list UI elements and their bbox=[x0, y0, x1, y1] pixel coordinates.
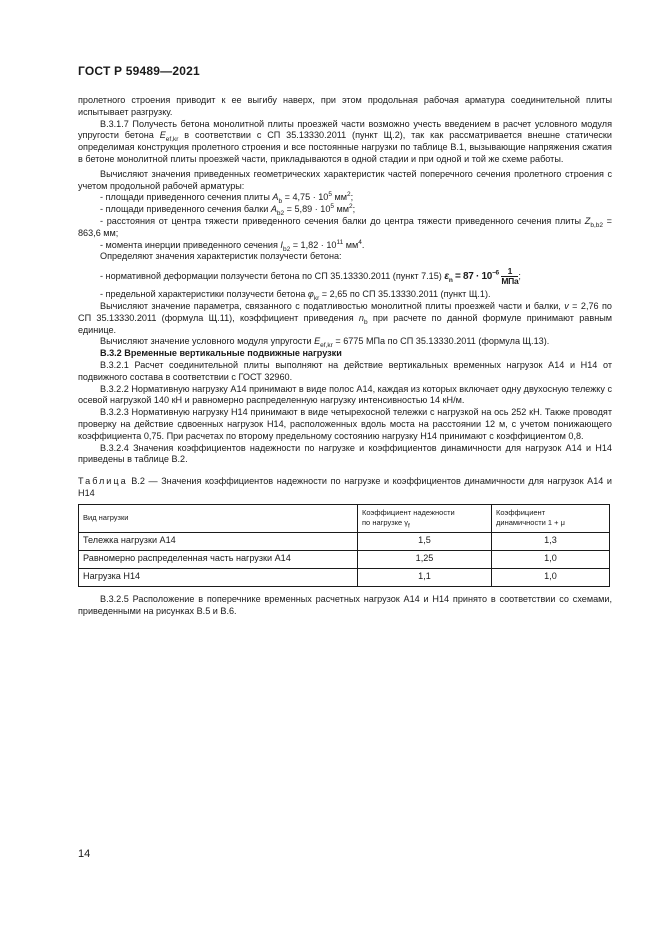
paragraph-b3-2-2: В.3.2.2 Нормативную нагрузку А14 принимают в виде полос А14, каждая из которых включает одну двухосную тележку с осевой нагрузкой 140 кН и равномерно распределенную нагрузку интенсивностью 14 кН/м. bbox=[78, 383, 612, 406]
creep-formula: $\varepsilon_n = 87 \cdot 10^{-6}$ $\frac{1}{\text{МПа}}$ bbox=[444, 266, 519, 287]
cell-dynamic: 1,0 bbox=[492, 550, 610, 568]
page-number: 14 bbox=[78, 848, 91, 860]
cell-reliability: 1,1 bbox=[358, 568, 492, 586]
header-load-type: Вид нагрузки bbox=[79, 504, 358, 532]
cell-reliability: 1,5 bbox=[358, 532, 492, 550]
list-item-creep-characteristic: - предельной характеристики ползучести бетона $\varphi_{kr} = 2,65$ по СП 35.13330.2011 (пункт Щ.1). bbox=[100, 289, 491, 302]
paragraph-creep-intro: Определяют значения характеристик ползучести бетона: bbox=[100, 251, 342, 262]
list-item-creep-deformation: - нормативной деформации ползучести бетона по СП 35.13330.2011 (пункт 7.15) $\varepsilon_n = 87 \cdot 10^{-6}$ $\frac{1}{\text{МПа}}$ ; bbox=[100, 266, 521, 287]
list-item-distance: - расстояния от центра тяжести приведенного сечения балки до центра тяжести приведенного сечения плиты $Z_{b,b2} = 863,6$ мм; bbox=[78, 215, 612, 238]
paragraph-geometry-intro: Вычисляют значения приведенных геометрических характеристик частей поперечного сечения пролетного строения с учетом продольной рабочей арматуры: bbox=[78, 168, 612, 191]
list-item-inertia: - момента инерции приведенного сечения $I_{b2} = 1,82 \cdot 10^{11}$ $мм^4$. bbox=[100, 238, 365, 253]
cell-dynamic: 1,0 bbox=[492, 568, 610, 586]
table-row bbox=[79, 532, 610, 550]
formula-fraction: $\frac{1}{\text{МПа}}$ bbox=[501, 266, 519, 287]
paragraph-compliance: Вычисляют значение параметра, связанного с податливостью монолитной плиты проезжей части и балки, v = 2,76 по СП 35.13330.2011 (формула Щ.11), коэффициент приведения $n_b$ при расчете по данной формуле принимают равным единице. bbox=[78, 300, 612, 335]
cell-reliability: 1,25 bbox=[358, 550, 492, 568]
paragraph-continuation: пролетного строения приводит к ее выгибу наверх, при этом продольная рабочая арматура соединительной плиты испытывает разгрузку. bbox=[78, 95, 612, 117]
paragraph-modulus: Вычисляют значение условного модуля упругости $E_{ef,kr} = 6775$ МПа по СП 35.13330.2011 (формула Щ.13). bbox=[100, 336, 550, 350]
document-header: ГОСТ Р 59489—2021 bbox=[78, 64, 200, 78]
table-row bbox=[79, 568, 610, 586]
header-reliability-coefficient: Коэффициент надежности по нагрузке $\gamma_f$ bbox=[358, 504, 492, 532]
paragraph-b3-2-3: В.3.2.3 Нормативную нагрузку Н14 принимают в виде четырехосной тележки с нагрузкой на ось 252 кН. Также проводят проверку на действие сдвоенных нагрузок Н14, расположенных вдоль моста на расстоянии 12 м, с учетом понижающего коэффициента 0,75. При расчетах по второму предельному состоянию нагрузку Н14 принимают с коэффициентом 0,8. bbox=[78, 407, 612, 441]
paragraph-b3-2-4: В.3.2.4 Значения коэффициентов надежности по нагрузке и коэффициентов динамичности для нагрузок А14 и Н14 приведены в таблице В.2. bbox=[78, 442, 612, 465]
header-dynamic-coefficient: Коэффициент динамичности 1 + μ bbox=[492, 504, 610, 532]
paragraph-b3-2-5: В.3.2.5 Расположение в поперечнике временных расчетных нагрузок А14 и Н14 принято в соответствии со схемами, приведенными на рисунках В.5 и В.6. bbox=[78, 593, 612, 616]
table-caption: Таблица В.2 — Значения коэффициентов надежности по нагрузке и коэффициентов динамичности для нагрузок А14 и Н14 bbox=[78, 476, 612, 498]
cell-dynamic: 1,3 bbox=[492, 532, 610, 550]
document-body bbox=[78, 95, 612, 617]
paragraph-b3-1-7: В.3.1.7 Получесть бетона монолитной плиты проезжей части возможно учесть введением в расчет условного модуля упругости бетона $E_{ef,kr}$ в соответствии с СП 35.13330.2011 (пункт Щ.2), так как рассматривается внешне статически определимая конструкция пролетного строения и все постоянные нагрузки по таблице В.1, вызывающие напряжения сжатия в бетоне монолитной плиты проезжей части, прикладываются в одной стадии и при одной и той же схеме работы. bbox=[78, 118, 612, 164]
table-row bbox=[79, 550, 610, 568]
paragraph-b3-2-1: В.3.2.1 Расчет соединительной плиты выполняют на действие вертикальных временных нагрузок А14 и Н14 от подвижного состава в соответствии с ГОСТ 32960. bbox=[78, 359, 612, 382]
cell-load-name: Равномерно распределенная часть нагрузки А14 bbox=[79, 550, 358, 568]
table-header-row bbox=[79, 504, 610, 532]
cell-load-name: Нагрузка Н14 bbox=[79, 568, 358, 586]
cell-load-name: Тележка нагрузки А14 bbox=[79, 532, 358, 550]
section-heading-b3-2: В.3.2 Временные вертикальные подвижные нагрузки bbox=[100, 348, 342, 359]
coefficients-table bbox=[78, 504, 610, 587]
list-item-plate-area: - площади приведенного сечения плиты $A_b = 4,75 \cdot 10^5$ $мм^2$; bbox=[100, 191, 354, 206]
list-item-beam-area: - площади приведенного сечения балки $A_{b2} = 5,89 \cdot 10^5$ $мм^2$; bbox=[100, 203, 356, 217]
